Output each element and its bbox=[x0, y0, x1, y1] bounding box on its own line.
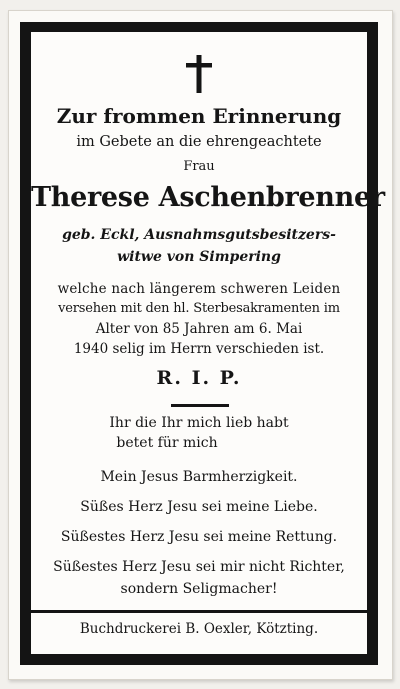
prayer-line: sondern Seligmacher! bbox=[120, 581, 278, 597]
memorial-heading: Zur frommen Erinnerung bbox=[56, 104, 342, 128]
body-line-3: Alter von 85 Jahren am 6. Mai bbox=[95, 321, 303, 337]
section-divider bbox=[171, 404, 229, 407]
footer-divider bbox=[31, 610, 367, 613]
prayer-line: Ihr die Ihr mich lieb habt bbox=[109, 415, 289, 431]
body-line-2: versehen mit den hl. Sterbesakramenten im bbox=[58, 301, 340, 316]
salutation: Frau bbox=[183, 159, 215, 174]
prayer-line: Süßes Herz Jesu sei meine Liebe. bbox=[80, 499, 318, 515]
printer-credit: Buchdruckerei B. Oexler, Kötzting. bbox=[79, 621, 319, 637]
card-inner-panel bbox=[31, 32, 385, 654]
prayer-line: Mein Jesus Barmherzigkeit. bbox=[100, 469, 298, 485]
latin-cross-icon bbox=[186, 55, 212, 93]
body-line-4: 1940 selig im Herrn verschieden ist. bbox=[73, 341, 325, 357]
prayer-line: betet für mich bbox=[116, 435, 218, 451]
memorial-subheading: im Gebete an die ehrengeachtete bbox=[76, 134, 322, 150]
deceased-name: Therese Aschenbrenner bbox=[31, 182, 385, 213]
body-line-1: welche nach längerem schweren Leiden bbox=[57, 281, 341, 297]
rip-label: R. I. P. bbox=[156, 367, 242, 389]
prayer-line: Süßestes Herz Jesu sei mir nicht Richter, bbox=[53, 559, 345, 575]
prayer-line: Süßestes Herz Jesu sei meine Rettung. bbox=[60, 529, 338, 545]
descriptor-line-1: geb. Eckl, Ausnahmsgutsbesitzers- bbox=[62, 227, 336, 243]
descriptor-line-2: witwe von Simpering bbox=[117, 249, 281, 265]
